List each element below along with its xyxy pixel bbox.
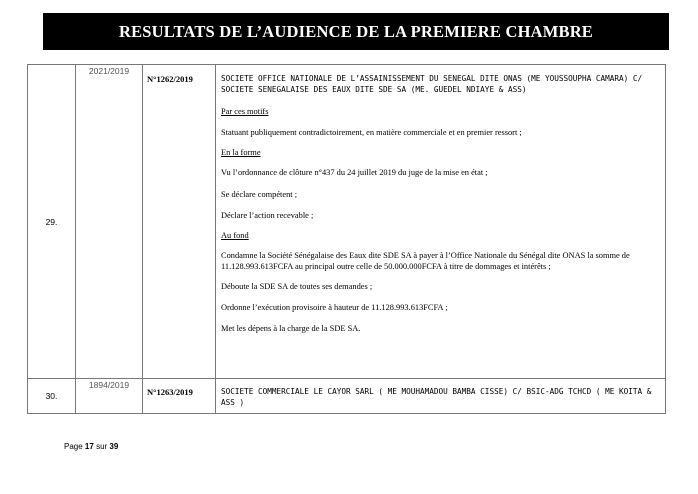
ruling-vu: Vu l’ordonnance de clôture n°437 du 24 juillet 2019 du juge de la mise en état ;	[221, 168, 488, 177]
ruling-statuant: Statuant publiquement contradictoirement, en matière commerciale et en premier ressort ;	[221, 128, 522, 137]
page-separator: sur	[96, 442, 108, 451]
ruling-ordonne: Ordonne l’exécution provisoire à hauteur de 11.128.993.613FCFA ;	[221, 303, 448, 312]
case-reference: N°1263/2019	[143, 379, 216, 414]
heading-au-fond: Au fond	[221, 231, 249, 240]
page-current: 17	[84, 442, 94, 451]
case-ruling	[216, 65, 666, 379]
table-row	[28, 65, 666, 379]
case-parties: SOCIETE OFFICE NATIONALE DE L’ASSAINISSEMENT DU SENEGAL DITE ONAS (ME YOUSSOUPHA CAMARA) C/ SOCIETE SENEGALAISE DES EAUX DITE SDE SA (ME. GUEDEL NDIAYE & ASS)	[221, 74, 643, 94]
ruling-deboute: Déboute la SDE SA de toutes ses demandes ;	[221, 282, 373, 291]
ruling-depens: Met les dépens à la charge de la SDE SA.	[221, 324, 361, 333]
heading-en-la-forme: En la forme	[221, 148, 261, 157]
ruling-recevable: Déclare l’action recevable ;	[221, 211, 314, 220]
ruling-competent: Se déclare compétent ;	[221, 190, 298, 199]
hearing-results-table	[27, 64, 666, 414]
case-number: 29.	[28, 65, 76, 379]
case-year: 1894/2019	[76, 379, 143, 414]
case-reference: N°1262/2019	[143, 65, 216, 379]
page-total: 39	[109, 442, 119, 451]
ruling-condamne: Condamne la Société Sénégalaise des Eaux dite SDE SA à payer à l’Office Nationale du Sénégal dite ONAS la somme de 11.128.993.613FCFA au principal outre celle de 50.000.000FCFA à titre de dommages et intérêts ;	[221, 251, 630, 271]
case-parties: SOCIETE COMMERCIALE LE CAYOR SARL ( ME MOUHAMADOU BAMBA CISSE) C/ BSIC-ADG TCHCD ( ME KOITA & ASS )	[221, 387, 652, 407]
page-banner-title: RESULTATS DE L’AUDIENCE DE LA PREMIERE CHAMBRE	[43, 13, 669, 50]
page-number	[64, 442, 118, 451]
page-prefix: Page	[64, 442, 83, 451]
case-ruling	[216, 379, 666, 414]
heading-par-ces-motifs: Par ces motifs	[221, 107, 269, 116]
case-number: 30.	[28, 379, 76, 414]
table-row	[28, 379, 666, 414]
case-year: 2021/2019	[76, 65, 143, 379]
